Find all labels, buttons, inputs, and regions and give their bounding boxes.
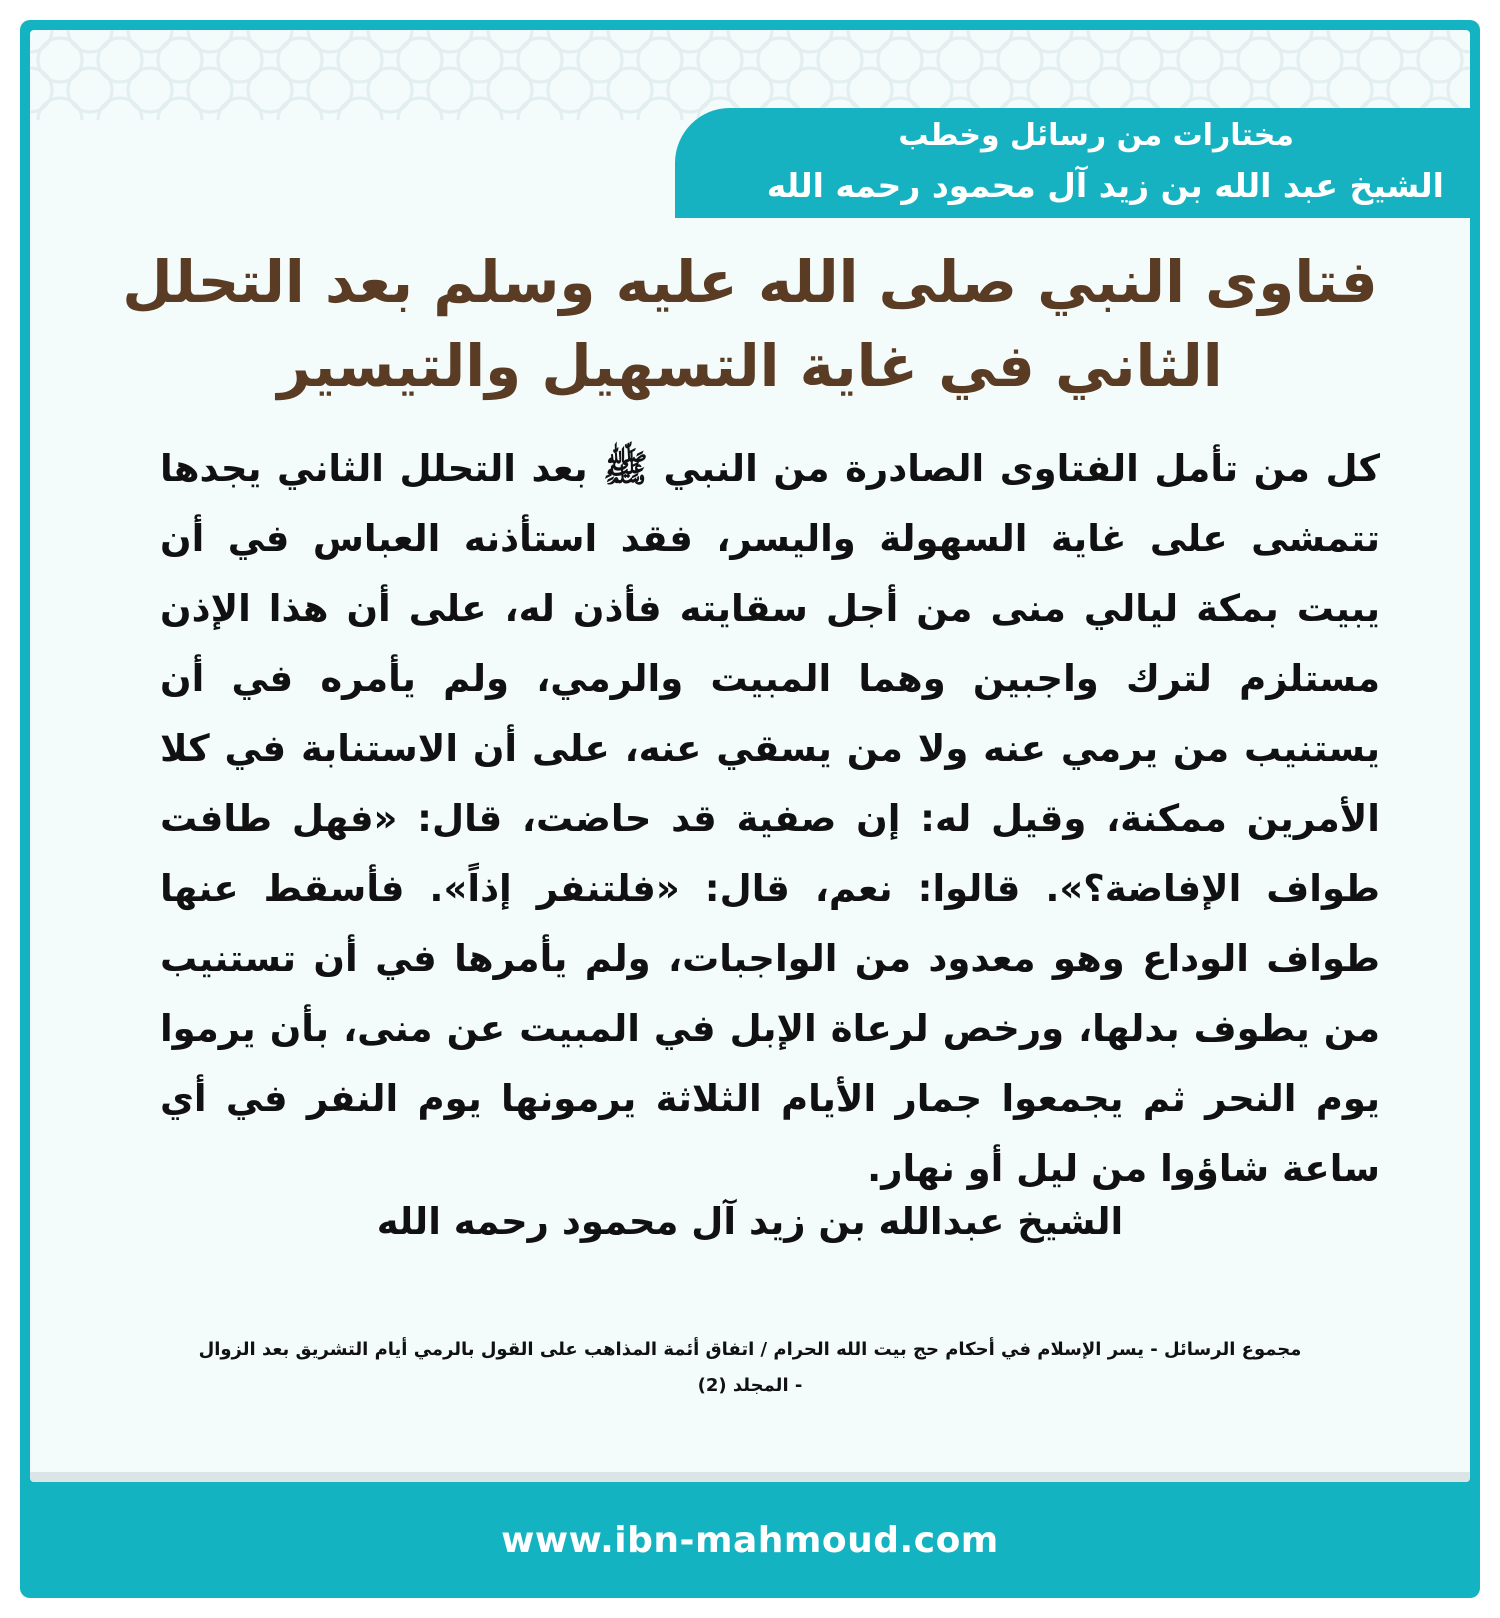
page-title: فتاوى النبي صلى الله عليه وسلم بعد التحلل الثاني في غاية التسهيل والتيسير — [122, 248, 1378, 400]
footer-url[interactable]: www.ibn-mahmoud.com — [501, 1519, 999, 1561]
header-author: الشيخ عبد الله بن زيد آل محمود رحمه الله — [766, 166, 1444, 205]
source-line-1: مجموع الرسائل - يسر الإسلام في أحكام حج بيت الله الحرام / اتفاق أئمة المذاهب على القول بالرمي أيام التشريق بعد الزوال — [198, 1339, 1302, 1360]
header-banner — [675, 108, 1470, 218]
source-line-2: - المجلد (2) — [697, 1375, 803, 1396]
source-citation — [110, 1332, 1390, 1404]
page-frame — [20, 20, 1480, 1598]
content-card — [30, 30, 1470, 1482]
author-signature: الشيخ عبدالله بن زيد آل محمود رحمه الله — [376, 1200, 1124, 1243]
decorative-pattern — [30, 30, 1470, 120]
header-series-title: مختارات من رسائل وخطب — [898, 118, 1294, 153]
card-bottom-edge — [30, 1472, 1470, 1482]
body-paragraph: كل من تأمل الفتاوى الصادرة من النبي ﷺ بعد التحلل الثاني يجدها تتمشى على غاية السهولة واليسر، فقد استأذنه العباس في أن يبيت بمكة ليالي منى من أجل سقايته فأذن له، على أن هذا الإذن مستلزم لترك واجبين وهما المبيت والرمي، ولم يأمره في أن يستنيب من يرمي عنه ولا من يسقي عنه، على أن الاستنابة في كلا الأمرين ممكنة، وقيل له: إن صفية قد حاضت، قال: «فهل طافت طواف الإفاضة؟». قالوا: نعم، قال: «فلتنفر إذاً». فأسقط عنها طواف الوداع وهو معدود من الواجبات، ولم يأمرها في أن تستنيب من يطوف بدلها، ورخص لرعاة الإبل في المبيت عن منى، بأن يرموا يوم النحر ثم يجمعوا جمار الأيام الثلاثة يرمونها يوم النفر في أي ساعة شاؤوا من ليل أو نهار. — [160, 447, 1380, 1190]
